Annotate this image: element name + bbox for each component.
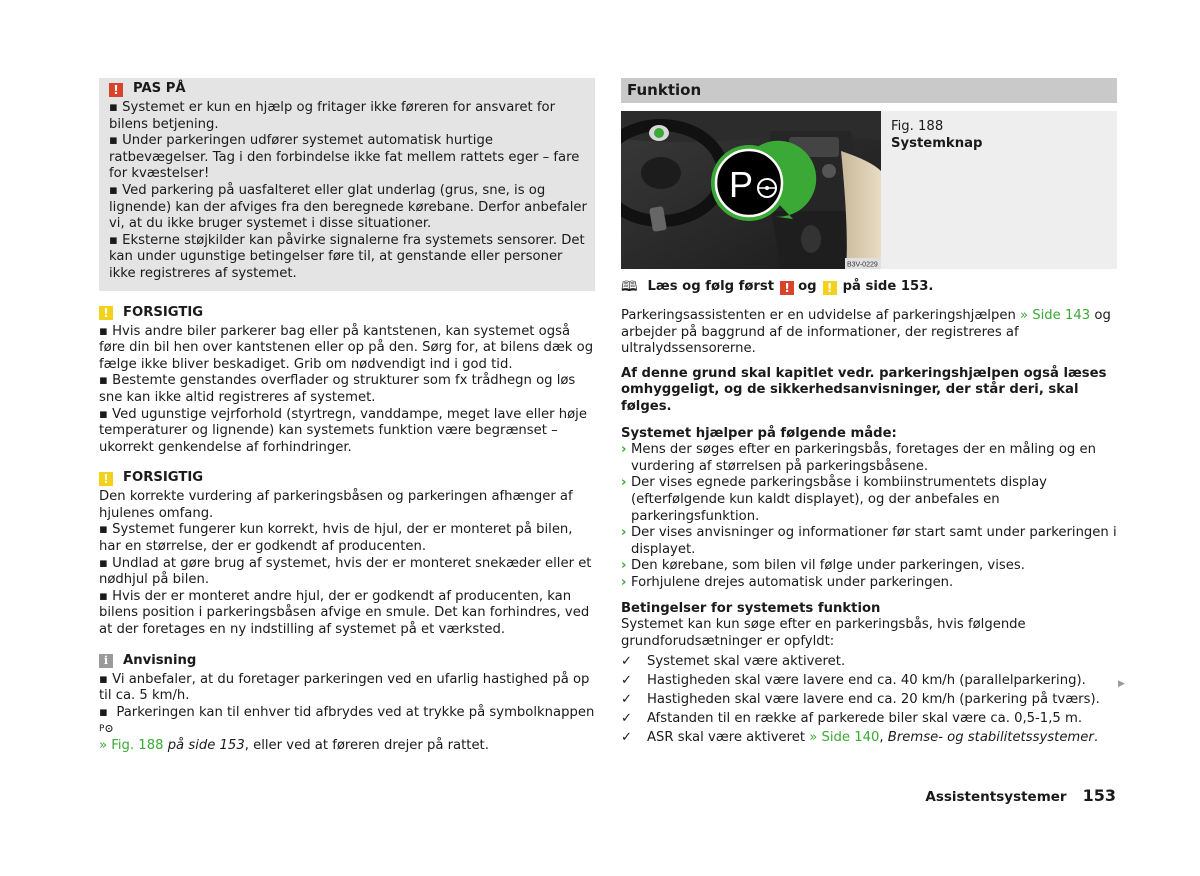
list-item: › Forhjulene drejes automatisk under parkeringen. [621,574,954,590]
pas-pa-box [99,78,595,291]
forsigtig-section-2 [99,470,595,638]
read-first-line [621,279,1117,296]
arrow-bullet-icon: › [621,558,627,574]
forsigtig-item: ▪ Undlad at gøre brug af systemet, hvis der er monteret snekæder eller et nødhjul på bilen. [99,556,595,589]
para1-post: og arbejder på baggrund af de informationer, der registreres af ultralydssensorerne. [621,308,1111,357]
caution-exclamation-icon: ! [823,281,837,295]
forsigtig-item: ▪ Bestemte genstandes overflader og strukturer som fx trådhegn og løs sne kan ikke altid registreres af systemet. [99,373,595,406]
pas-pa-title: PAS PÅ [133,81,186,97]
arrow-bullet-icon: › [621,442,627,458]
info-icon: i [99,654,113,668]
figure-188 [621,111,1117,271]
check-icon: ✓ [621,730,633,746]
svg-text:P: P [99,724,105,734]
helps-title: Systemet hjælper på følgende måde: [621,425,897,441]
figure-code: B3V-0229 [847,261,878,269]
arrow-bullet-icon: › [621,475,627,491]
forsigtig-intro: Den korrekte vurdering af parkeringsbåsen og parkeringen afhænger af hjulenes omfang. [99,489,573,521]
chapter-name: Assistentsystemer [925,789,1067,805]
side-140-link[interactable]: » Side 140 [809,730,880,746]
page-footer [925,788,1116,806]
car-interior-photo [621,111,881,269]
condition-item: ✓ Systemet skal være aktiveret. [621,653,846,669]
figure-label: Fig. 188 [891,119,944,134]
pas-pa-item: ▪ Eksterne støjkilder kan påvirke signalerne fra systemets sensorer. Det kan under ugunstige betingelser føre til, at genstande eller personer ikke registreres af systemet. [109,233,587,283]
svg-text:P: P [729,164,754,205]
pas-pa-item: ▪ Systemet er kun en hjælp og fritager ikke føreren for ansvaret for bilens betjening. [109,100,587,133]
check-icon: ✓ [621,653,633,669]
forsigtig-item: ▪ Ved ugunstige vejrforhold (styrtregn, vanddampe, meget lave eller høje temperaturer og lignende) kan systemets funktion være begrænset – ukorrekt genkendelse af forhindringer. [99,407,595,457]
park-assist-symbol-icon [99,722,113,733]
page-ref: på side 153 [167,738,245,753]
condition-item: ✓ ASR skal være aktiveret » Side 140 , Bremse- og stabilitetssystemer . [621,730,1099,746]
section-title: Funktion [621,78,1117,103]
read-first-post: på side 153. [842,279,934,295]
forsigtig-title-1: FORSIGTIG [123,304,204,320]
condition-item: ✓ Hastigheden skal være lavere end ca. 40 km/h (parallelparkering). [621,672,1086,688]
caution-exclamation-icon: ! [99,306,113,320]
anvisning-section [99,653,595,755]
anvisning-item2-post: , eller ved at føreren drejer på rattet. [244,738,489,753]
arrow-bullet-icon: › [621,525,627,541]
right-column [621,78,1117,748]
para1-pre: Parkeringsassistenten er en udvidelse af parkeringshjælpen [621,308,1016,323]
read-first-pre: Læs og følg først [647,279,775,295]
forsigtig-header-2 [99,470,595,487]
check-icon: ✓ [621,672,633,688]
condition-item: ✓ Hastigheden skal være lavere end ca. 20 km/h (parkering på tværs). [621,691,1100,707]
check-icon: ✓ [621,691,633,707]
conditions-list [621,652,1117,748]
intro-paragraph [621,308,1117,358]
anvisning-item2-pre: Parkeringen kan til enhver tid afbrydes ved at trykke på symbolknappen [116,704,595,720]
fig-188-link[interactable]: » Fig. 188 [99,738,164,753]
anvisning-item [99,705,595,755]
left-column [99,78,595,755]
forsigtig-item: ▪ Hvis andre biler parkerer bag eller på kantstenen, kan systemet også føre din bil hen over kantstenen eller op på den. Sørg for, at bilens dæk og fælge ikke bliver beskadiget. Grib om nødvendigt ind i god tid. [99,324,595,374]
page-number: 153 [1082,786,1116,805]
figure-title: Systemknap [891,135,983,151]
side-143-link[interactable]: » Side 143 [1020,308,1091,323]
anvisning-title: Anvisning [123,652,197,668]
check-icon: ✓ [621,711,633,727]
list-item: › Der vises egnede parkeringsbåse i kombiinstrumentets display (efterfølgende kun kaldt displayet), og der anbefales en parkeringsfunktion. [621,475,1047,524]
condition-item: ✓ Afstanden til en række af parkerede biler skal være ca. 0,5-1,5 m. [621,711,1083,727]
warning-exclamation-icon: ! [780,281,794,295]
book-icon: 🕮 [621,279,638,296]
figure-caption [881,111,1117,269]
forsigtig-header-1 [99,305,595,322]
caution-exclamation-icon: ! [99,472,113,486]
forsigtig-title-2: FORSIGTIG [123,470,204,486]
anvisning-header [99,653,595,670]
forsigtig-section-1 [99,305,595,457]
warning-exclamation-icon: ! [109,83,123,97]
pas-pa-item: ▪ Under parkeringen udfører systemet automatisk hurtige ratbevægelser. Tag i den forbindelse ikke fat mellem rattets eger – fare for kvæstelser! [109,133,587,183]
list-item: › Mens der søges efter en parkeringsbås, foretages der en måling og en vurdering af størrelsen på parkeringsbåsene. [621,442,1096,474]
pas-pa-header [109,81,587,98]
pas-pa-item: ▪ Ved parkering på uasfalteret eller glat underlag (grus, sne, is og lignende) kan der afviges fra den beregnede kørebane. Derfor anbefaler vi, at du ikke bruger systemet i disse situationer. [109,183,587,233]
conditions-title: Betingelser for systemets funktion [621,600,881,616]
figure-image [621,111,881,269]
anvisning-item: ▪ Vi anbefaler, at du foretager parkeringen ved en ufarlig hastighed på op til ca. 5 km/h. [99,672,595,705]
conditions-intro: Systemet kan kun søge efter en parkeringsbås, hvis følgende grundforudsætninger er opfyldt: [621,617,1026,649]
arrow-bullet-icon: › [621,574,627,590]
forsigtig-item: ▪ Hvis der er monteret andre hjul, der er godkendt af producenten, kan bilens position i parkeringsbåsen afvige en smule. Det kan forhindres, ved at der foretages en ny indstilling af systemet på et værksted. [99,589,595,639]
list-item: › Der vises anvisninger og informationer før start samt under parkeringen i displayet. [621,525,1117,557]
forsigtig-item: ▪ Systemet fungerer kun korrekt, hvis de hjul, der er monteret på bilen, har en størrelse, der er godkendt af producenten. [99,522,595,555]
safety-paragraph: Af denne grund skal kapitlet vedr. parkeringshjælpen også læses omhyggeligt, og de sikkerhedsanvisninger, der står deri, skal følges. [621,365,1107,414]
list-item: › Den kørebane, som bilen vil følge under parkeringen, vises. [621,558,1025,574]
read-first-mid: og [798,279,817,295]
continue-triangle-icon: ▶ [1118,679,1125,689]
